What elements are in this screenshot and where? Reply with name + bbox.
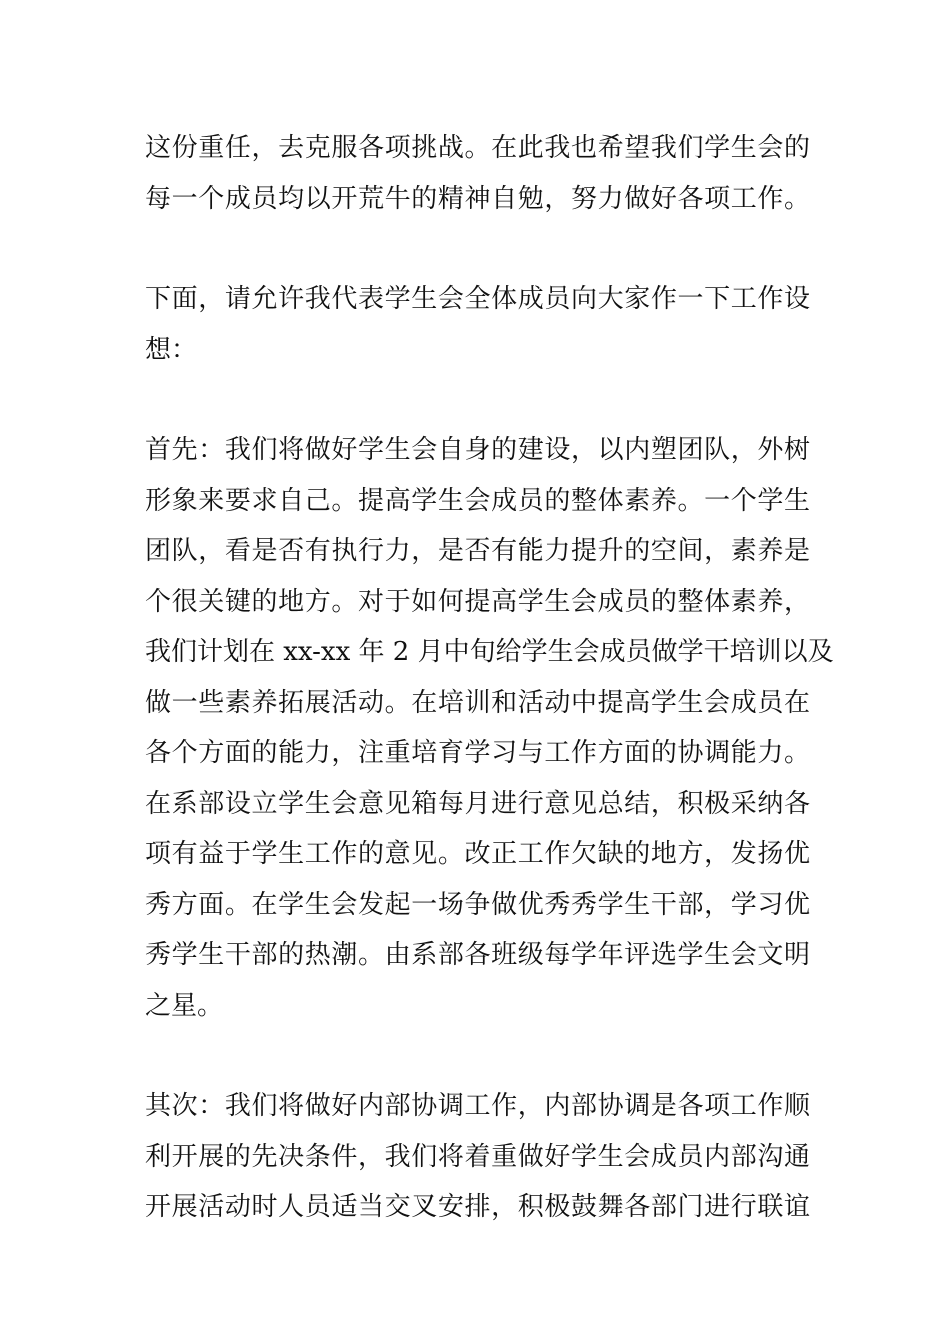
document-page <box>145 123 834 1283</box>
text-line: 想： <box>145 334 198 365</box>
text-line: 这份重任，去克服各项挑战。在此我也希望我们学生会的 <box>145 133 810 163</box>
text-line: 个很关键的地方。对于如何提高学生会成员的整体素养， <box>145 586 810 617</box>
text-line: 做一些素养拓展活动。在培训和活动中提高学生会成员在 <box>145 687 810 718</box>
text-line: 利开展的先决条件，我们将着重做好学生会成员内部沟通 <box>145 1141 810 1172</box>
paragraph-2 <box>145 274 810 375</box>
text-line: 秀学生干部的热潮。由系部各班级每学年评选学生会文明 <box>145 940 810 970</box>
paragraph-4 <box>145 1081 810 1233</box>
text-line: 项有益于学生工作的意见。改正工作欠缺的地方，发扬优 <box>145 839 810 869</box>
text-line: 团队，看是否有执行力，是否有能力提升的空间，素养是 <box>145 536 810 566</box>
paragraph-1 <box>145 123 810 224</box>
text-line: 各个方面的能力，注重培育学习与工作方面的协调能力。 <box>145 738 810 768</box>
text-line: 每一个成员均以开荒牛的精神自勉，努力做好各项工作。 <box>145 183 810 214</box>
text-line: 之星。 <box>145 990 224 1021</box>
text-line: 秀方面。在学生会发起一场争做优秀秀学生干部，学习优 <box>145 889 810 920</box>
text-line: 首先：我们将做好学生会自身的建设，以内塑团队，外树 <box>145 435 810 465</box>
text-line: 在系部设立学生会意见箱每月进行意见总结，积极采纳各 <box>145 788 810 819</box>
text-line: 下面，请允许我代表学生会全体成员向大家作一下工作设 <box>145 284 810 314</box>
paragraph-3 <box>145 425 834 1031</box>
text-line: 形象来要求自己。提高学生会成员的整体素养。一个学生 <box>145 485 810 516</box>
text-line: 开展活动时人员适当交叉安排，积极鼓舞各部门进行联谊 <box>145 1192 810 1222</box>
text-line: 我们计划在 xx-xx 年 2 月中旬给学生会成员做学干培训以及 <box>145 637 834 667</box>
text-line: 其次：我们将做好内部协调工作，内部协调是各项工作顺 <box>145 1091 810 1121</box>
